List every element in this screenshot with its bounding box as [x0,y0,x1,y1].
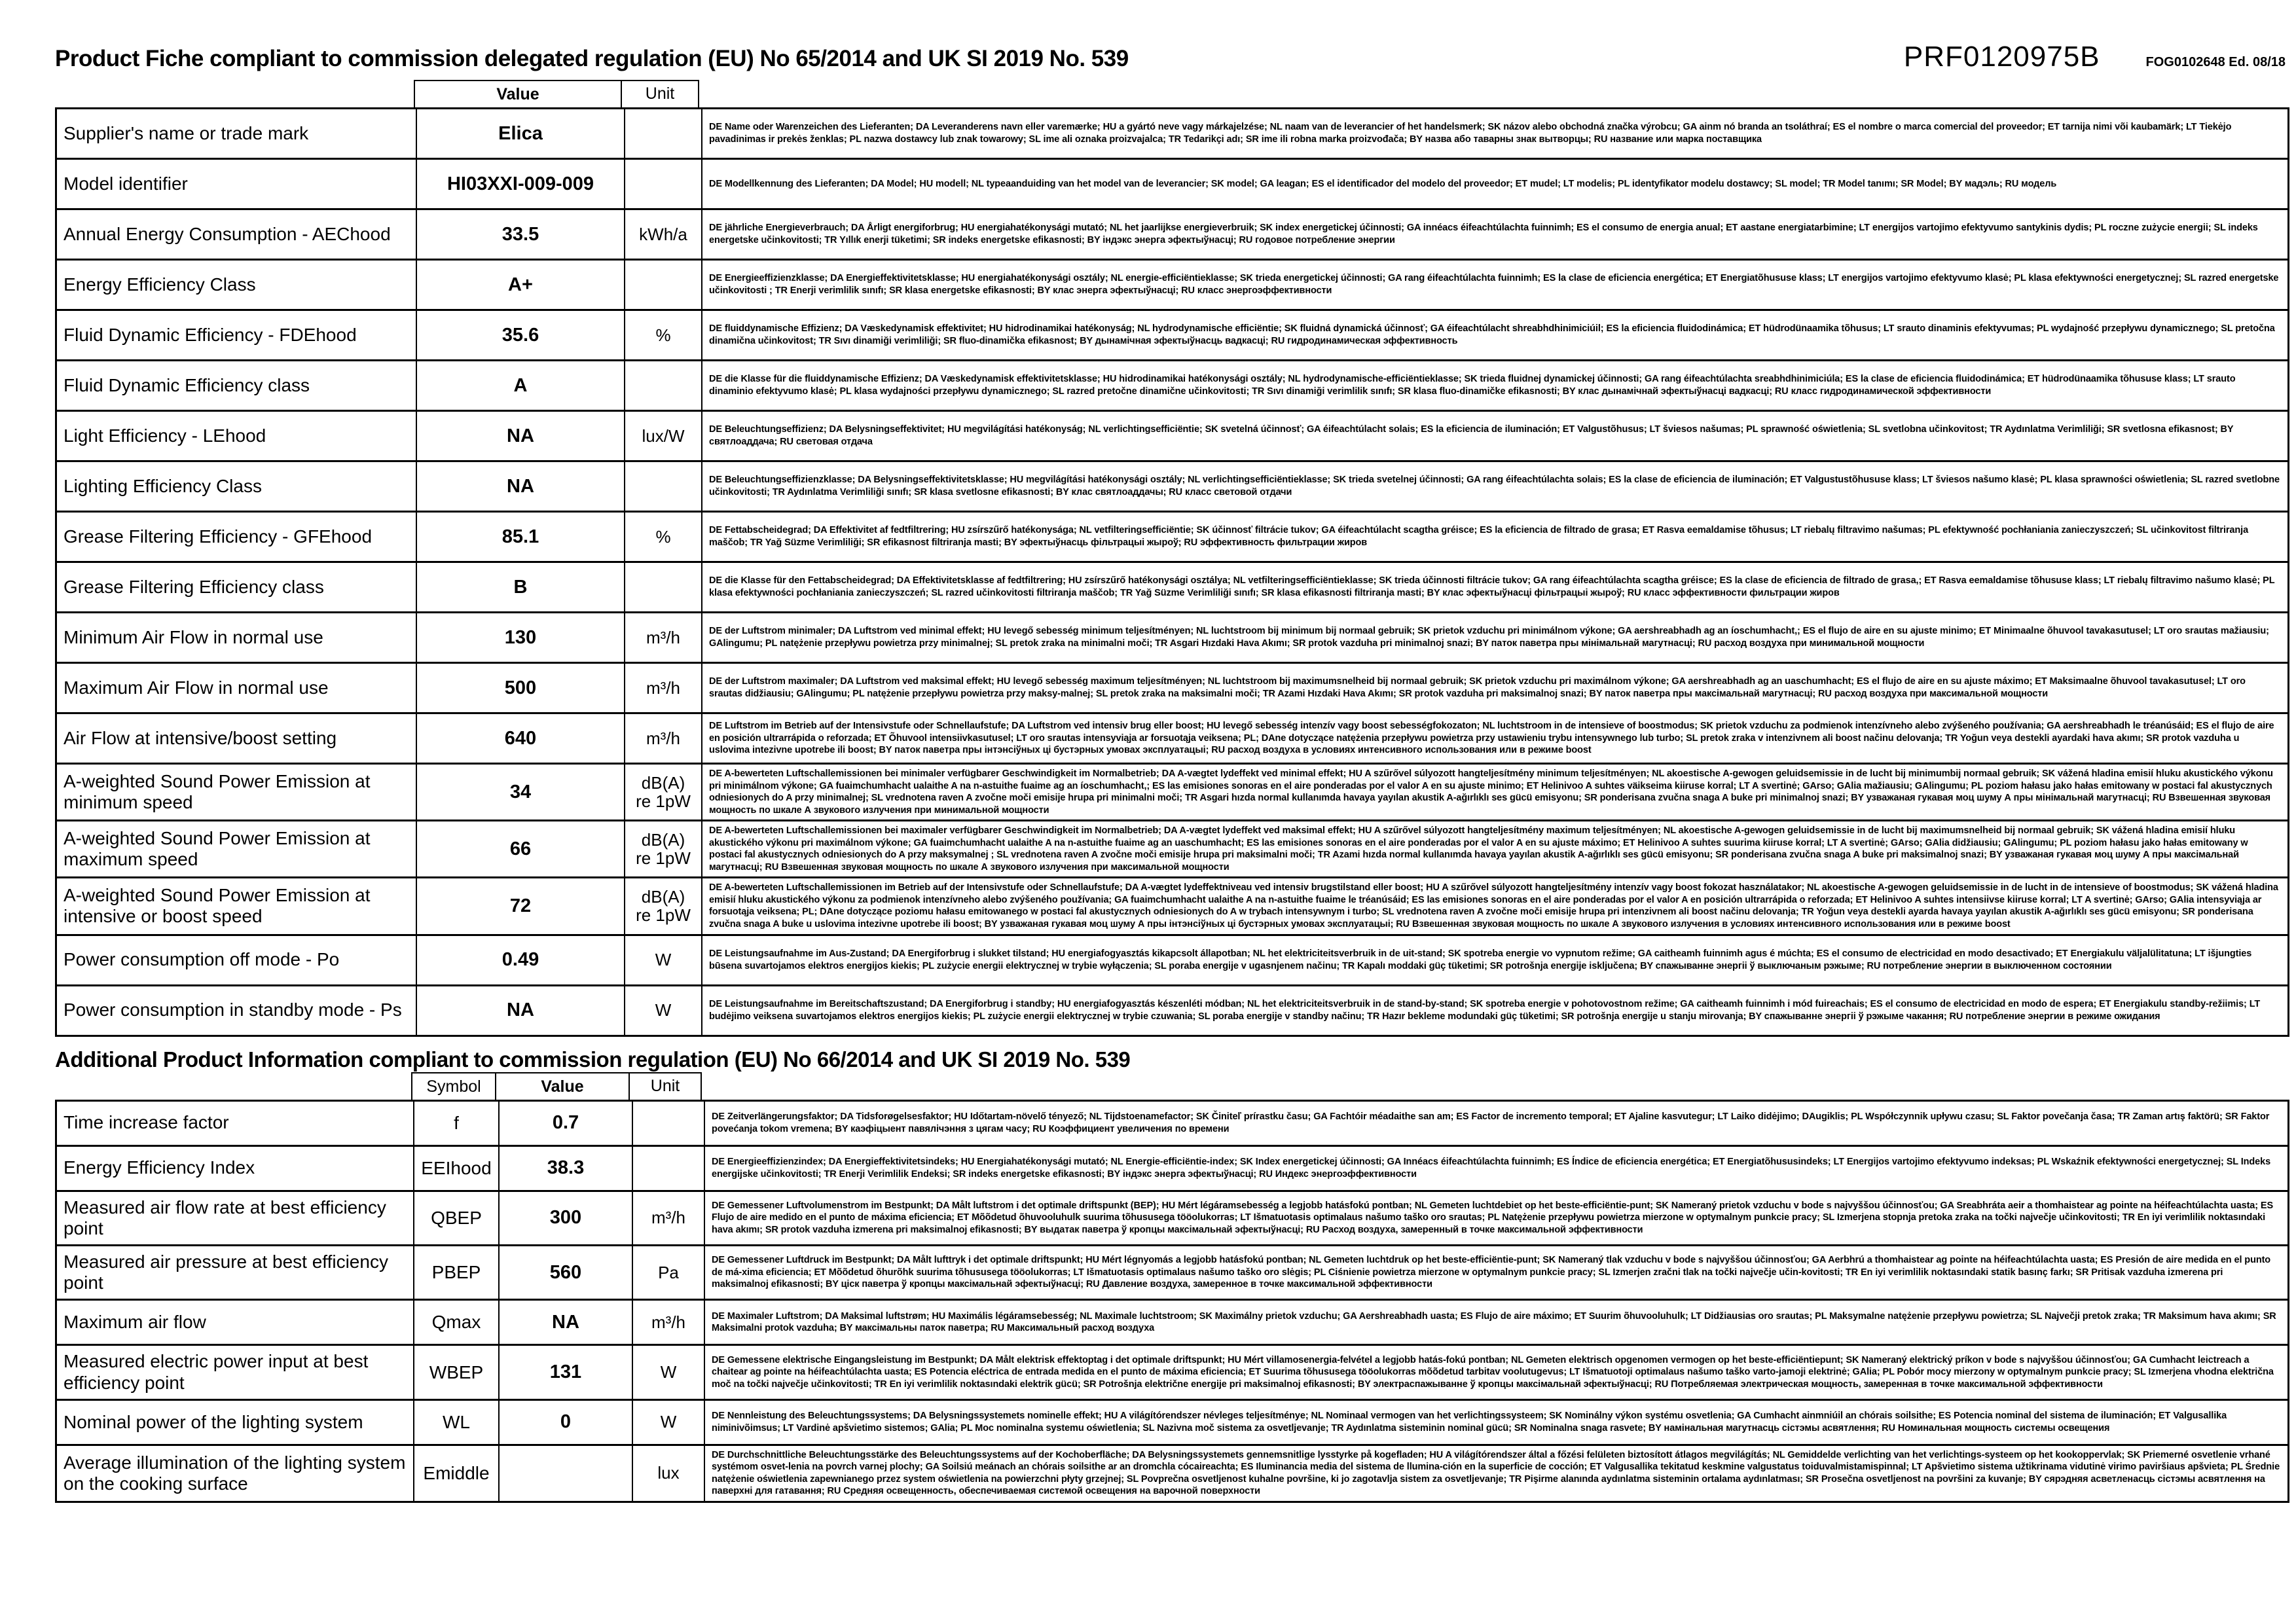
attribute-value: 560 [498,1246,632,1299]
edition-code: FOG0102648 Ed. 08/18 [2145,55,2286,69]
attribute-label: Nominal power of the lighting system [64,1411,363,1432]
table-row [57,763,2287,820]
attribute-unit [624,261,701,309]
table-row [57,1399,2287,1444]
attribute-unit [624,361,701,410]
attribute-description: DE die Klasse für den Fettabscheidegrad; DA Effektivitetsklasse af fedtfiltrering; HU zsírszűrő hatékonysági osztálya; NL vetfilteringsefficiëntieklasse; SK trieda účinnosti filtrácie tukov; GA rang éifeachtúlachta scagtha gréisce; ES la clase de eficiencia de filtrado de grasa,; ET Rasva eemaldamise tõhususe klass; LT riebalų filtravimo našumo klasė; PL klasa efektywności pochłaniania zanieczyszczeń; SL razred učinkovitosti filtriranja maščob; TR Yağ Süzme Verimliliği sınıfı; SR klasa efikasnosti filtriranja masti; BY клас эфектыўнасці фільтрацыі жыроў; RU класс эффективности фильтрации жиров [701,563,2287,611]
table-row [57,460,2287,511]
attribute-label: Air Flow at intensive/boost setting [64,727,337,748]
attribute-label: Grease Filtering Efficiency - GFEhood [64,526,373,547]
attribute-label: A-weighted Sound Power Emission at intensive or boost speed [64,885,371,927]
table1-header [55,80,2289,107]
table-row [57,561,2287,611]
table-row [57,410,2287,460]
attribute-value: 34 [416,765,624,820]
attribute-value: 0.49 [416,936,624,984]
table-row [57,1102,2287,1145]
attribute-label: Fluid Dynamic Efficiency class [64,374,310,395]
attribute-value: Elica [416,109,624,158]
attribute-description: DE Nennleistung des Beleuchtungssystems; DA Belysningssystemets nominelle effekt; HU A világítórendszer névleges teljesítménye; NL Nominaal vermogen van het verlichtingssysteem; SK Nominálny výkon systému osvetlenia; GA Cumhacht ainmniúil an chórais soilsithe; ES Potencia nominal del sistema de iluminación; ET Valgusallika niminivõimsus; LT Vardinė apšvietimo sistemos; GAlia; PL Moc nominalna systemu oświetlenia; SL Nazivna moč sistema za osvetljevanje; TR Aydınlatma sisteminin nominal gücü; SR Nominalna snaga rasvete; BY намінальная магутнасць сістэмы асвятлення; RU Номинальная мощность системы освещения [704,1401,2287,1444]
attribute-unit: m³/h [624,664,701,712]
attribute-value: HI03XXI-009-009 [416,160,624,208]
attribute-description: DE Gemessener Luftdruck im Bestpunkt; DA Målt lufttryk i det optimale driftspunkt; HU Mért légnyomás a legjobb hatásfokú pontban; NL Gemeten luchtdruk op het beste-efficiëntie-punt; SK Nameraný tlak vzduchu v bode s najvyššou účinnosťou; GA Aerbhrú a thomhaistear ag pointe na héifeachtúlachta uasta; ES Presión de aire medida en el punto de má-xima eficiencia; ET Mõõdetud õhurõhk suurima tõhususega tööolukorras; LT Išmatuotasis optimalaus našumo taško oro slėgis; PL Ciśnienie powietrza mierzone w optymalnym punkcie pracy; SL Izmerjen zračni tlak na točki največje učin-kovitosti; TR En iyi verimlilik noktasındaki statik basınç farkı; SR Pritisak vazduha izmerena pri maksimalnoj efikasnosti; BY ціск паветра ў кропцы максімальнай эфектыўнасці; RU Давление воздуха, замеренное в точке максимальной эффективности [704,1246,2287,1299]
table-row [57,1344,2287,1398]
attribute-symbol: QBEP [413,1192,498,1244]
table2-header-symbol: Symbol [411,1072,496,1100]
attribute-unit [624,462,701,511]
attribute-description: DE Luftstrom im Betrieb auf der Intensivstufe oder Schnellaufstufe; DA Luftstrom ved intensiv brug eller boost; HU levegő sebesség intenzív vagy boost sebességfokozaton; NL luchtstroom in de intensieve of boostmodus; SK prietok vzduchu za podmienok intenzívneho alebo zvýšeného používania; GA aershreabhadh le tréanúsáid; ES el flujo de aire en posición ultrarrápida o reforzada; ET Õhuvool intensiivkasutusel; LT oro srautas intensyviąja ar forsuotąja veiksena; PL; DAne dotyczące natężenia przepływu powietrza przy ustawieniu trybu intensywnego lub turbo; SL pretok zraka v intenzivnem ali boost načinu delovanja; TR Yoğun veya destekli ayardaki hava akımı; SR protok vazduha u uslovima intezivne upotrebe ili boost; BY паток паветра пры інтэнсіўных ці бустэрных умовах эксплуатацыі; RU расход воздуха в условиях интенсивного использования или в режиме boost [701,714,2287,763]
attribute-label: Maximum air flow [64,1312,206,1333]
attribute-unit: W [624,986,701,1035]
attribute-symbol: EEIhood [413,1147,498,1190]
attribute-value: NA [416,986,624,1035]
attribute-value: 35.6 [416,311,624,359]
attribute-value: 72 [416,878,624,933]
attribute-label: Model identifier [64,173,188,194]
attribute-unit: dB(A) re 1pW [624,765,701,820]
attribute-label: A-weighted Sound Power Emission at minimum speed [64,770,371,813]
header-bar [55,41,2289,73]
attribute-description: DE Leistungsaufnahme im Bereitschaftszustand; DA Energiforbrug i standby; HU energiafogyasztás készenléti módban; NL het elektriciteitsverbruik in de stand-by-stand; SK spotreba energie v pohotovostnom režime; GA caitheamh fuinnimh i mód fuireachais; ES el consumo de electricidad en modo de espera; ET Energiakulu standby-režiimis; LT budėjimo veiksena suvartojamos elektros energijos kiekis; PL zużycie energii elektrycznej w trybie czuwania; SL poraba energije v standby načinu; TR Hazır bekleme modundaki güç tüketimi; SR potrošnja energije u stanju mirovanja; BY спажыванне энергіі ў рэжыме чакання; RU потребление энергии в режиме ожидания [701,986,2287,1035]
table-row [57,309,2287,359]
attribute-unit: W [632,1401,704,1444]
attribute-unit: W [632,1346,704,1398]
attribute-description: DE A-bewerteten Luftschallemissionen im Betrieb auf der Intensivstufe oder Schnellaufstufe; DA A-vægtet lydeffektniveau ved intensiv brugstilstand eller boost; HU A szűrővel súlyozott hangteljesítmény intenzív vagy boost fokozat használatakor; NL akoestische A-gewogen geluidsemissie in de lucht in de intensieve of boostmodus; SK vážená hladina emisií hluku akustického výkonu za podmienok intenzívneho alebo zvýšeného používania; GA fuaimchumhacht ualaithe A na n-astuithe fuaime le tréanúsáid; ES las emisiones sonoras en el aire ponderadas por el valor A en posición ultrarrápida o reforzada; ET Helinivoo A suhtes intensiivse kiiruse korral; LT A svertinė; GArso; GAlia intensyviąja ar forsuotąja veiksena; PL; DAne dotyczące poziomu hałasu emitowanego w postaci fal akustycznych odniesionych do A w trybach intensywnym i turbo; SL vrednotena raven A zvočne moči emisije hrupa pri intenzivnem ali boost načinu delovanja; TR Yoğun veya destekli ayarda havaya yayılan akustik A-ağırlıklı ses gücü emisyonu; SR ponderisana zvučna snaga A buke u uslovima intezivne upotrebe ili boost; BY узважаная гукавая моц шуму А пры інтэнсіўных ці бустэрных умовах эксплуатацыі; RU Взвешенная звуковая мощность по шкале А звукового излучения в условиях интенсивного использования или в режиме boost [701,878,2287,933]
table-row [57,109,2287,158]
attribute-value: 300 [498,1192,632,1244]
table2-header-value: Value [496,1072,630,1100]
attribute-value [498,1446,632,1501]
attribute-label: Minimum Air Flow in normal use [64,626,323,647]
table2-header [55,1072,2289,1100]
attribute-value: 66 [416,821,624,876]
table-row [57,984,2287,1035]
table-row [57,1244,2287,1299]
additional-info-header-bar [55,1047,2289,1072]
attribute-label: Energy Efficiency Class [64,274,256,295]
attribute-description: DE Beleuchtungseffizienzklasse; DA Belysningseffektivitetsklasse; HU megvilágítási hatékonysági osztály; NL verlichtingsefficiëntieklasse; SK trieda svetelnej účinnosti; GA rang éifeachtúlachta solais; ES la clase de eficiencia de iluminación; ET Valgustustõhususe klass; LT šviesos našumo klasė; PL klasa sprawności oświetlenia; SL razred svetlobne učinkovitosti; TR Aydınlatma Verimliliği sınıfı; SR klasa svetlosne efikasnosti; BY клас святлоаддачы; RU класс световой отдачи [701,462,2287,511]
attribute-description: DE Name oder Warenzeichen des Lieferanten; DA Leveranderens navn eller varemærke; HU a gyártó neve vagy márkajelzése; NL naam van de leverancier of het handelsmerk; SK názov alebo obchodná značka výrobcu; GA ainm nó branda an tsoláthraí; ES el nombre o marca comercial del proveedor; ET tarnija nimi või kaubamärk; LT Tiekėjo pavadinimas ir prekės ženklas; PL nazwa dostawcy lub znak towarowy; SL ime ali oznaka proizvajalca; TR Tedarikçi adı; SR ime ili robna marka proizvođača; BY назва або таварны знак вытворцы; RU название или марка поставщика [701,109,2287,158]
attribute-value: 500 [416,664,624,712]
attribute-unit: % [624,513,701,561]
attribute-unit: m³/h [632,1192,704,1244]
attribute-description: DE Maximaler Luftstrom; DA Maksimal luftstrøm; HU Maximális légáramsebesség; NL Maximale luchtstroom; SK Maximálny prietok vzduchu; GA Aershreabhadh uasta; ES Flujo de aire máximo; ET Suurim õhuvooluhulk; LT Didžiausias oro srautas; PL Maksymalne natężenie przepływu powietrza; SL Največji pretok zraka; TR Maksimum hava akımı; SR Maksimalni protok vazduha; BY максімальны паток паветра; RU Максимальный расход воздуха [704,1301,2287,1344]
attribute-symbol: Qmax [413,1301,498,1344]
attribute-label: A-weighted Sound Power Emission at maximum speed [64,828,371,870]
attribute-description: DE der Luftstrom maximaler; DA Luftstrom ved maksimal effekt; HU levegő sebesség maximum teljesítményen; NL luchtstroom bij maximumsnelheid bij normaal gebruik; SK prietok vzduchu pri maximálnom výkone; GA aershreabhadh ag an uaschumhacht; ES el flujo de aire en su ajuste máximo; ET Maksimaalne õhuvool tavakasutusel; LT oro srautas didžiausiu; GAlingumu; PL natężenie przepływu powietrza przy maksy-malnej; SL pretok zraka na maksimalni moči; TR Azami Hızdaki Hava Akımı; SR protok vazduha pri maksimalnoj snazi; BY паток паветра пры максімальнай магутнасці; RU расход воздуха при максимальной мощности [701,664,2287,712]
table1-header-value: Value [414,80,622,107]
attribute-value: 38.3 [498,1147,632,1190]
attribute-description: DE Leistungsaufnahme im Aus-Zustand; DA Energiforbrug i slukket tilstand; HU energiafogyasztás kikapcsolt állapotban; NL het elektriciteitsverbruik in de uit-stand; SK spotreba energie vo vypnutom režime; GA caitheamh fuinnimh agus é múchta; ES el consumo de electricidad en modo desactivado; ET Energiakulu väljalülitatuna; LT išjungties būsena suvartojamos elektros energijos kiekis; PL zużycie energii elektrycznej w trybie wyłączenia; SL poraba energije v ugasnjenem načinu; TR Kapalı moddaki güç tüketimi; SR potrošnja energije isključena; BY спажыванне энергіі ў выключаным рэжыме; RU потребление энергии в выключенном состоянии [701,936,2287,984]
table-row [57,662,2287,712]
attribute-unit: % [624,311,701,359]
attribute-unit: m³/h [632,1301,704,1344]
product-fiche-table [55,107,2289,1037]
attribute-value: B [416,563,624,611]
attribute-description: DE fluiddynamische Effizienz; DA Væskedynamisk effektivitet; HU hidrodinamikai hatékonyság; NL hydrodynamische efficiëntie; SK fluidná dynamická účinnosť; GA éifeachtúlacht shreabhdhinimiciúil; ES la eficiencia fluidodinámica; ET hüdrodünaamika tõhusus; LT srauto dinaminis efektyvumas; PL wydajność przepływu dynamicznego; SL pretočna dinamična učinkovitost; TR Sıvı dinamiği verimliliği; SR fluo-dinamička efikasnost; BY дынамічная эфектыўнасць вадкасці; RU гидродинамическая эффективность [701,311,2287,359]
attribute-value: 85.1 [416,513,624,561]
attribute-symbol: PBEP [413,1246,498,1299]
attribute-label: Fluid Dynamic Efficiency - FDEhood [64,324,357,345]
attribute-value: NA [416,462,624,511]
attribute-description: DE die Klasse für die fluiddynamische Effizienz; DA Væskedynamisk effektivitetsklasse; HU hidrodinamikai hatékonysági osztály; NL hydrodynamische-efficiëntieklasse; SK trieda fluidnej dynamickej účinnosti; GA rang éifeachtúlachta sreabhdhinimiciúla; ES la clase de eficiencia fluidodinámica; ET hüdrodünaamika tõhususe klass; LT srauto dinaminio efektyvumo klasė; PL klasa wydajności przepływu dynamicznego; SL razred pretočne dinamične učinkovitosti; TR Sıvı dinamiği verimlilik sınıfı; SR klasa fluo-dinamičke efikasnosti; BY клас дынамічнай эфектыўнасці вадкасці; RU класс гидродинамической эффективности [701,361,2287,410]
table-row [57,934,2287,984]
table2-header-unit: Unit [630,1072,702,1100]
attribute-value: 0 [498,1401,632,1444]
attribute-label: Light Efficiency - LEhood [64,425,266,446]
additional-info-title: Additional Product Information compliant to commission regulation (EU) No 66/2014 and UK SI 2019 No. 539 [55,1047,1131,1072]
attribute-symbol: WL [413,1401,498,1444]
attribute-label: Annual Energy Consumption - AEChood [64,223,391,244]
attribute-symbol: Emiddle [413,1446,498,1501]
attribute-unit [632,1102,704,1145]
attribute-unit: W [624,936,701,984]
table-row [57,208,2287,259]
attribute-unit [632,1147,704,1190]
table-row [57,876,2287,933]
attribute-value: A [416,361,624,410]
attribute-label: Power consumption off mode - Po [64,949,340,970]
attribute-unit: dB(A) re 1pW [624,878,701,933]
attribute-unit: Pa [632,1246,704,1299]
attribute-description: DE Modellkennung des Lieferanten; DA Model; HU modell; NL typeaanduiding van het model van de leverancier; SK model; GA leagan; ES el identificador del modelo del proveedor; ET mudel; LT modelis; PL identyfikator modelu dostawcy; SL model; TR Model tanımı; SR Model; BY мадэль; RU модель [701,160,2287,208]
table-row [57,511,2287,561]
attribute-label: Time increase factor [64,1112,229,1133]
attribute-unit [624,160,701,208]
attribute-description: DE jährliche Energieverbrauch; DA Årligt energiforbrug; HU energiahatékonysági mutató; NL het jaarlijkse energieverbruik; SK index energetickej účinnosti; GA innéacs éifeachtúlachta fuinnimh; ES el consumo de energia anual; ET aastane energiatarbimine; LT energijos vartojimo efektyvumo santykinis dydis; PL roczne zużycie energii; SL indeks energetske učinkovitosti; TR Yıllık enerji tüketimi; SR indeks energetske efikasnosti; BY індэкс энерга эфектыўнасці; RU годовое потребление энергии [701,210,2287,259]
attribute-label: Supplier's name or trade mark [64,122,309,143]
attribute-label: Maximum Air Flow in normal use [64,677,329,698]
attribute-description: DE A-bewerteten Luftschallemissionen bei maximaler verfügbarer Geschwindigkeit im Normalbetrieb; DA A-vægtet lydeffekt ved maksimal effekt; HU A szűrővel súlyozott hangteljesítmény maximum teljesítményen; NL akoestische A-gewogen geluidsemissie in de lucht bij maximumsnelheid bij normaal gebruik; SK vážená hladina emisií hluku akustického výkonu pri maximálnom výkone; GA fuaimchumhacht ualaithe A na n-astuithe fuaime ag an uaschumhacht; ES las emisiones sonoras en el aire ponderadas por el valor A en su ajuste máximo; ET Helinivoo A suhtes suurima kiiruse korral; LT A svertinė; GArso; GAlia didžiausiu; GAlingumu; PL poziom hałasu jako hałas emitowany w postaci fal akustycznych odniesionych do A przy maksymalnej ; SL vrednotena raven A zvočne moči emisije hrupa pri maksimalni moči; TR Azami hızda normal kullanımda havaya yayılan akustik A-ağırlıklı ses gücü emisyonu; SR ponderisana zvučna snaga A buke pri maksimalnoj snazi; BY узважаная гукавая моц шуму А пры максімальнай магутнасці; RU Взвешенная звуковая мощность по шкале А звукового излучения при максимальной мощности [701,821,2287,876]
attribute-label: Measured air flow rate at best efficiency point [64,1197,386,1238]
table-row [57,1444,2287,1501]
attribute-unit: m³/h [624,714,701,763]
attribute-label: Power consumption in standby mode - Ps [64,1000,402,1020]
attribute-description: DE A-bewerteten Luftschallemissionen bei minimaler verfügbarer Geschwindigkeit im Normalbetrieb; DA A-vægtet lydeffekt ved minimal effekt; HU A szűrővel súlyozott hangteljesítmény minimum teljesítményen; NL akoestische A-gewogen geluidsemissie in de lucht bij minimumbij normaal gebruik; SK vážená hladina emisií hluku akustického výkonu pri minimálnom výkone; GA fuaimchumhacht ualaithe A na n-astuithe fuaime ag an íoschumhacht,; ES las emisiones sonoras en el aire ponderadas por el valor A en su ajuste minimo; ET Helinivoo A suhtes väikseima kiiruse korral; LT A svertinė; GArso; GAlia mažiausiu; GAlingumu; PL poziom hałasu jako hałas emitowany w postaci fal akustycznych odniesionych do A przy minimalnej; SL vrednotena raven A zvočne moči emisije hrupa pri minimalni moči; TR Asgari hızda normal kullanımda havaya yayılan akustik A-ağırlıklı ses gücü emisyonu; SR ponderisana zvučna snaga A buke pri minimalnoj snazi; BY узважаная гукавая моц шуму А пры мінімальнай магутнасці; RU Взвешенная звуковая мощность по шкале А звукового излучения при минимальной мощности [701,765,2287,820]
attribute-value: 640 [416,714,624,763]
attribute-symbol: f [413,1102,498,1145]
attribute-unit: m³/h [624,613,701,662]
attribute-value: 33.5 [416,210,624,259]
attribute-value: A+ [416,261,624,309]
table-row [57,359,2287,410]
attribute-unit: kWh/a [624,210,701,259]
attribute-description: DE Zeitverlängerungsfaktor; DA Tidsforøgelsesfaktor; HU Időtartam-növelő tényező; NL Tijdstoenamefactor; SK Činiteľ prírastku času; GA Fachtóir méadaithe san am; ES Factor de incremento temporal; ET Ajaline kasvutegur; LT Laiko didėjimo; DAugiklis; PL Współczynnik upływu czasu; SL Faktor povečanja časa; TR Zaman artış faktörü; SR Faktor povećanja tokom vremena; BY каэфіцыент павялічэння з цягам часу; RU Коэффициент увеличения по времени [704,1102,2287,1145]
attribute-unit: lux/W [624,412,701,460]
table-row [57,158,2287,208]
attribute-unit: dB(A) re 1pW [624,821,701,876]
attribute-label: Grease Filtering Efficiency class [64,576,324,597]
document-code: PRF0120975B [1903,41,2100,73]
page-title: Product Fiche compliant to commission delegated regulation (EU) No 65/2014 and UK SI 2019 No. 539 [55,46,1129,71]
attribute-value: 130 [416,613,624,662]
attribute-label: Measured electric power input at best efficiency point [64,1351,369,1393]
table-row [57,712,2287,763]
table1-header-unit: Unit [622,80,699,107]
table-row [57,259,2287,309]
attribute-description: DE Durchschnittliche Beleuchtungsstärke des Beleuchtungssystems auf der Kochoberfläche; DA Belysningssystemets gennemsnitlige lysstyrke på kogefladen; HU A világítórendszer által a főzési felületen biztosított átlagos megvilágítás; NL Gemiddelde verlichting van het verlichtings-systeem op het kookoppervlak; SK Priemerné osvetlenie vrhané systémom osvet-lenia na povrch varnej plochy; GA Soilsiú meánach an chórais soilsithe ar an dromchla cócaireachta; ES Iluminancia media del sistema de llumina-ción en la superficie de cocción; ET Valgusallika tekitatud keskmine valgustatus toiduvalmistamispinnal; LT Apšvietimo sistema užtikrinama vidutinė virimo paviršiaus apšvieta; PL Średnie natężenie oświetlenia zapewnianego przez system oświetlenia na powierzchni płyty grzejnej; SL Povprečna osvetljenost kuhalne površine, ki jo zagotavlja sistem za osvetljevanje; TR Pişirme alanında aydınlatma sisteminin ortalama aydınlatması; SR Prosečna osvetljenost na površini za kuvanje; BY сярэдняя асветленасць сістэмы асвятлення на паверхні для гатавання; RU Средняя освещенность, обеспечиваемая системой освещения на варочной поверхности [704,1446,2287,1501]
additional-info-table [55,1100,2289,1503]
attribute-label: Average illumination of the lighting system on the cooking surface [64,1452,406,1494]
attribute-value: NA [416,412,624,460]
table-row [57,1145,2287,1190]
attribute-description: DE Gemessene elektrische Eingangsleistung im Bestpunkt; DA Målt elektrisk effektoptag i det optimale driftspunkt; HU Mért villamosenergia-felvétel a legjobb hatás-fokú pontban; NL Gemeten elektrisch opgenomen vermogen op het beste-efficiëntiepunt; SK Nameraný elektrický príkon v bode s najvyššou účinnosťou; GA Cumhacht leictreach a chaitear ag pointe na héifeachtúlachta uasta; ES Potencia eléctrica de entrada medida en el punto de máxima eficiencia; ET Suurima tõhususega tööolukorras mõõdetud tarbitav voolutugevus; LT Išmatuotoji optimalaus našumo taško varto-jamoji elektrinė; GAlia; PL Pobór mocy mierzony w optymalnym punkcie pracy; SL Izmerjena vhodna električna moč na točki največje učinkovitosti; TR En iyi verimlilik noktasındaki elektrik gücü; SR Potrošnja električne energije pri maksimalnoj efikasnosti; BY электраспажыванне ў кропцы максімальнай эфектыўнасці; RU Потребляемая электрическая мощность, замеренная в точке максимальной эффективности [704,1346,2287,1398]
table-row [57,1299,2287,1344]
attribute-description: DE Energieeffizienzindex; DA Energieffektivitetsindeks; HU Energiahatékonysági mutató; NL Energie-efficiëntie-index; SK Index energetickej účinnosti; GA Innéacs éifeachtúlachta fuinnimh; ES Índice de eficiencia energética; ET Energiatõhususindeks; LT Energijos vartojimo efektyvumo indeksas; PL Wskaźnik efektywności energetycznej; SL Indeks energijske učinkovitosti; TR Enerji Verimlilik Endeksi; SR indeks energetske efikasnosti; BY індэкс энерга эфектыўнасці; RU Индекс энергоэффективности [704,1147,2287,1190]
table-row [57,820,2287,876]
attribute-value: NA [498,1301,632,1344]
attribute-unit [624,109,701,158]
attribute-label: Energy Efficiency Index [64,1157,255,1178]
attribute-unit [624,563,701,611]
table-row [57,611,2287,662]
attribute-value: 0.7 [498,1102,632,1145]
attribute-description: DE Energieeffizienzklasse; DA Energieffektivitetsklasse; HU energiahatékonysági osztály; NL energie-efficiëntieklasse; SK trieda energetickej účinnosti; GA rang éifeachtúlachta fuinnimh; ES la clase de eficiencia energética; ET Energiatõhususe klass; LT energijos vartojimo efektyvumo klasė; PL klasa efektywności energetycznej; SL razred energetske učinkovitosti ; TR Enerji verimlilik sınıfı; SR klasa energetske efikasnosti; BY клас энерга эфектыўнасці; RU класс энергоэффективности [701,261,2287,309]
attribute-description: DE Beleuchtungseffizienz; DA Belysningseffektivitet; HU megvilágítási hatékonyság; NL verlichtingsefficiëntie; SK svetelná účinnosť; GA éifeachtúlacht solais; ES la eficiencia de iluminación; ET Valgustõhusus; LT šviesos našumas; PL sprawność oświetlenia; SL svetlobna učinkovitost; TR Aydınlatma Verimliliği; SR svetlosna efikasnost; BY святлоаддача; RU световая отдача [701,412,2287,460]
attribute-description: DE Fettabscheidegrad; DA Effektivitet af fedtfiltrering; HU zsírszűrő hatékonysága; NL vetfilteringsefficiëntie; SK účinnosť filtrácie tukov; GA éifeachtúlacht scagtha gréisce; ES la eficiencia de filtrado de grasa; ET Rasva eemaldamise tõhusus; LT riebalų filtravimo našumas; PL efektywność pochłaniania zanieczyszczeń; SL učinkovitost filtriranja maščob; TR Yağ Süzme Verimliliği; SR efikasnost filtriranja masti; BY эфектыўнасць фільтрацыі жыроў; RU эффективность фильтрации жиров [701,513,2287,561]
attribute-unit: lux [632,1446,704,1501]
attribute-value: 131 [498,1346,632,1398]
attribute-label: Lighting Efficiency Class [64,475,262,496]
attribute-description: DE Gemessener Luftvolumenstrom im Bestpunkt; DA Målt luftstrom i det optimale driftspunkt (BEP); HU Mért légáramsebesség a legjobb hatásfokú pontban; NL Gemeten luchtdebiet op het beste-efficiëntie-punt; SK Nameraný prietok vzduchu v bode s najvyššou účinnosťou; GA Sreabhráta aeir a thomhaistear ag pointe na héifeachtúlachta uasta; ES Flujo de aire medido en el punto de máxima eficiencia; ET Mõõdetud õhuvooluhulk suurima tõhususega tööolukorras; LT Išmatuotasis optimalaus našumo taško oro srautas; PL Natężenie przepływu powietrza mierzone w optymalnym punkcie pracy; SL Izmerjena stopnja pretoka zraka na točki največje učinkovitosti; TR En iyi verimlilik noktasındaki hava akımı; SR protok vazduha izmerena pri maksimalnoj efikasnosti; BY выдатак паветра ў кропцы максімальнай эфектыўнасці; RU Расход воздуха, замеренный в точке максимальной эффективности [704,1192,2287,1244]
attribute-label: Measured air pressure at best efficiency point [64,1251,388,1293]
attribute-description: DE der Luftstrom minimaler; DA Luftstrom ved minimal effekt; HU levegő sebesség minimum teljesítményen; NL luchtstroom bij minimum bij normaal gebruik; SK prietok vzduchu pri minimálnom výkone; GA aershreabhadh ag an íoschumhacht,; ES el flujo de aire en su ajuste minimo; ET Minimaalne õhuvool tavakasutusel; LT oro srautas mažiausiu; GAlingumu; PL natężenie przepływu powietrza przy minimalnej; SL pretok zraka na minimalni moči; TR Asgari Hızdaki Hava Akımı; SR protok vazduha pri minimalnoj snazi; BY паток паветра пры мінімальнай магутнасці; RU расход воздуха при минимальной мощности [701,613,2287,662]
table-row [57,1190,2287,1244]
attribute-symbol: WBEP [413,1346,498,1398]
